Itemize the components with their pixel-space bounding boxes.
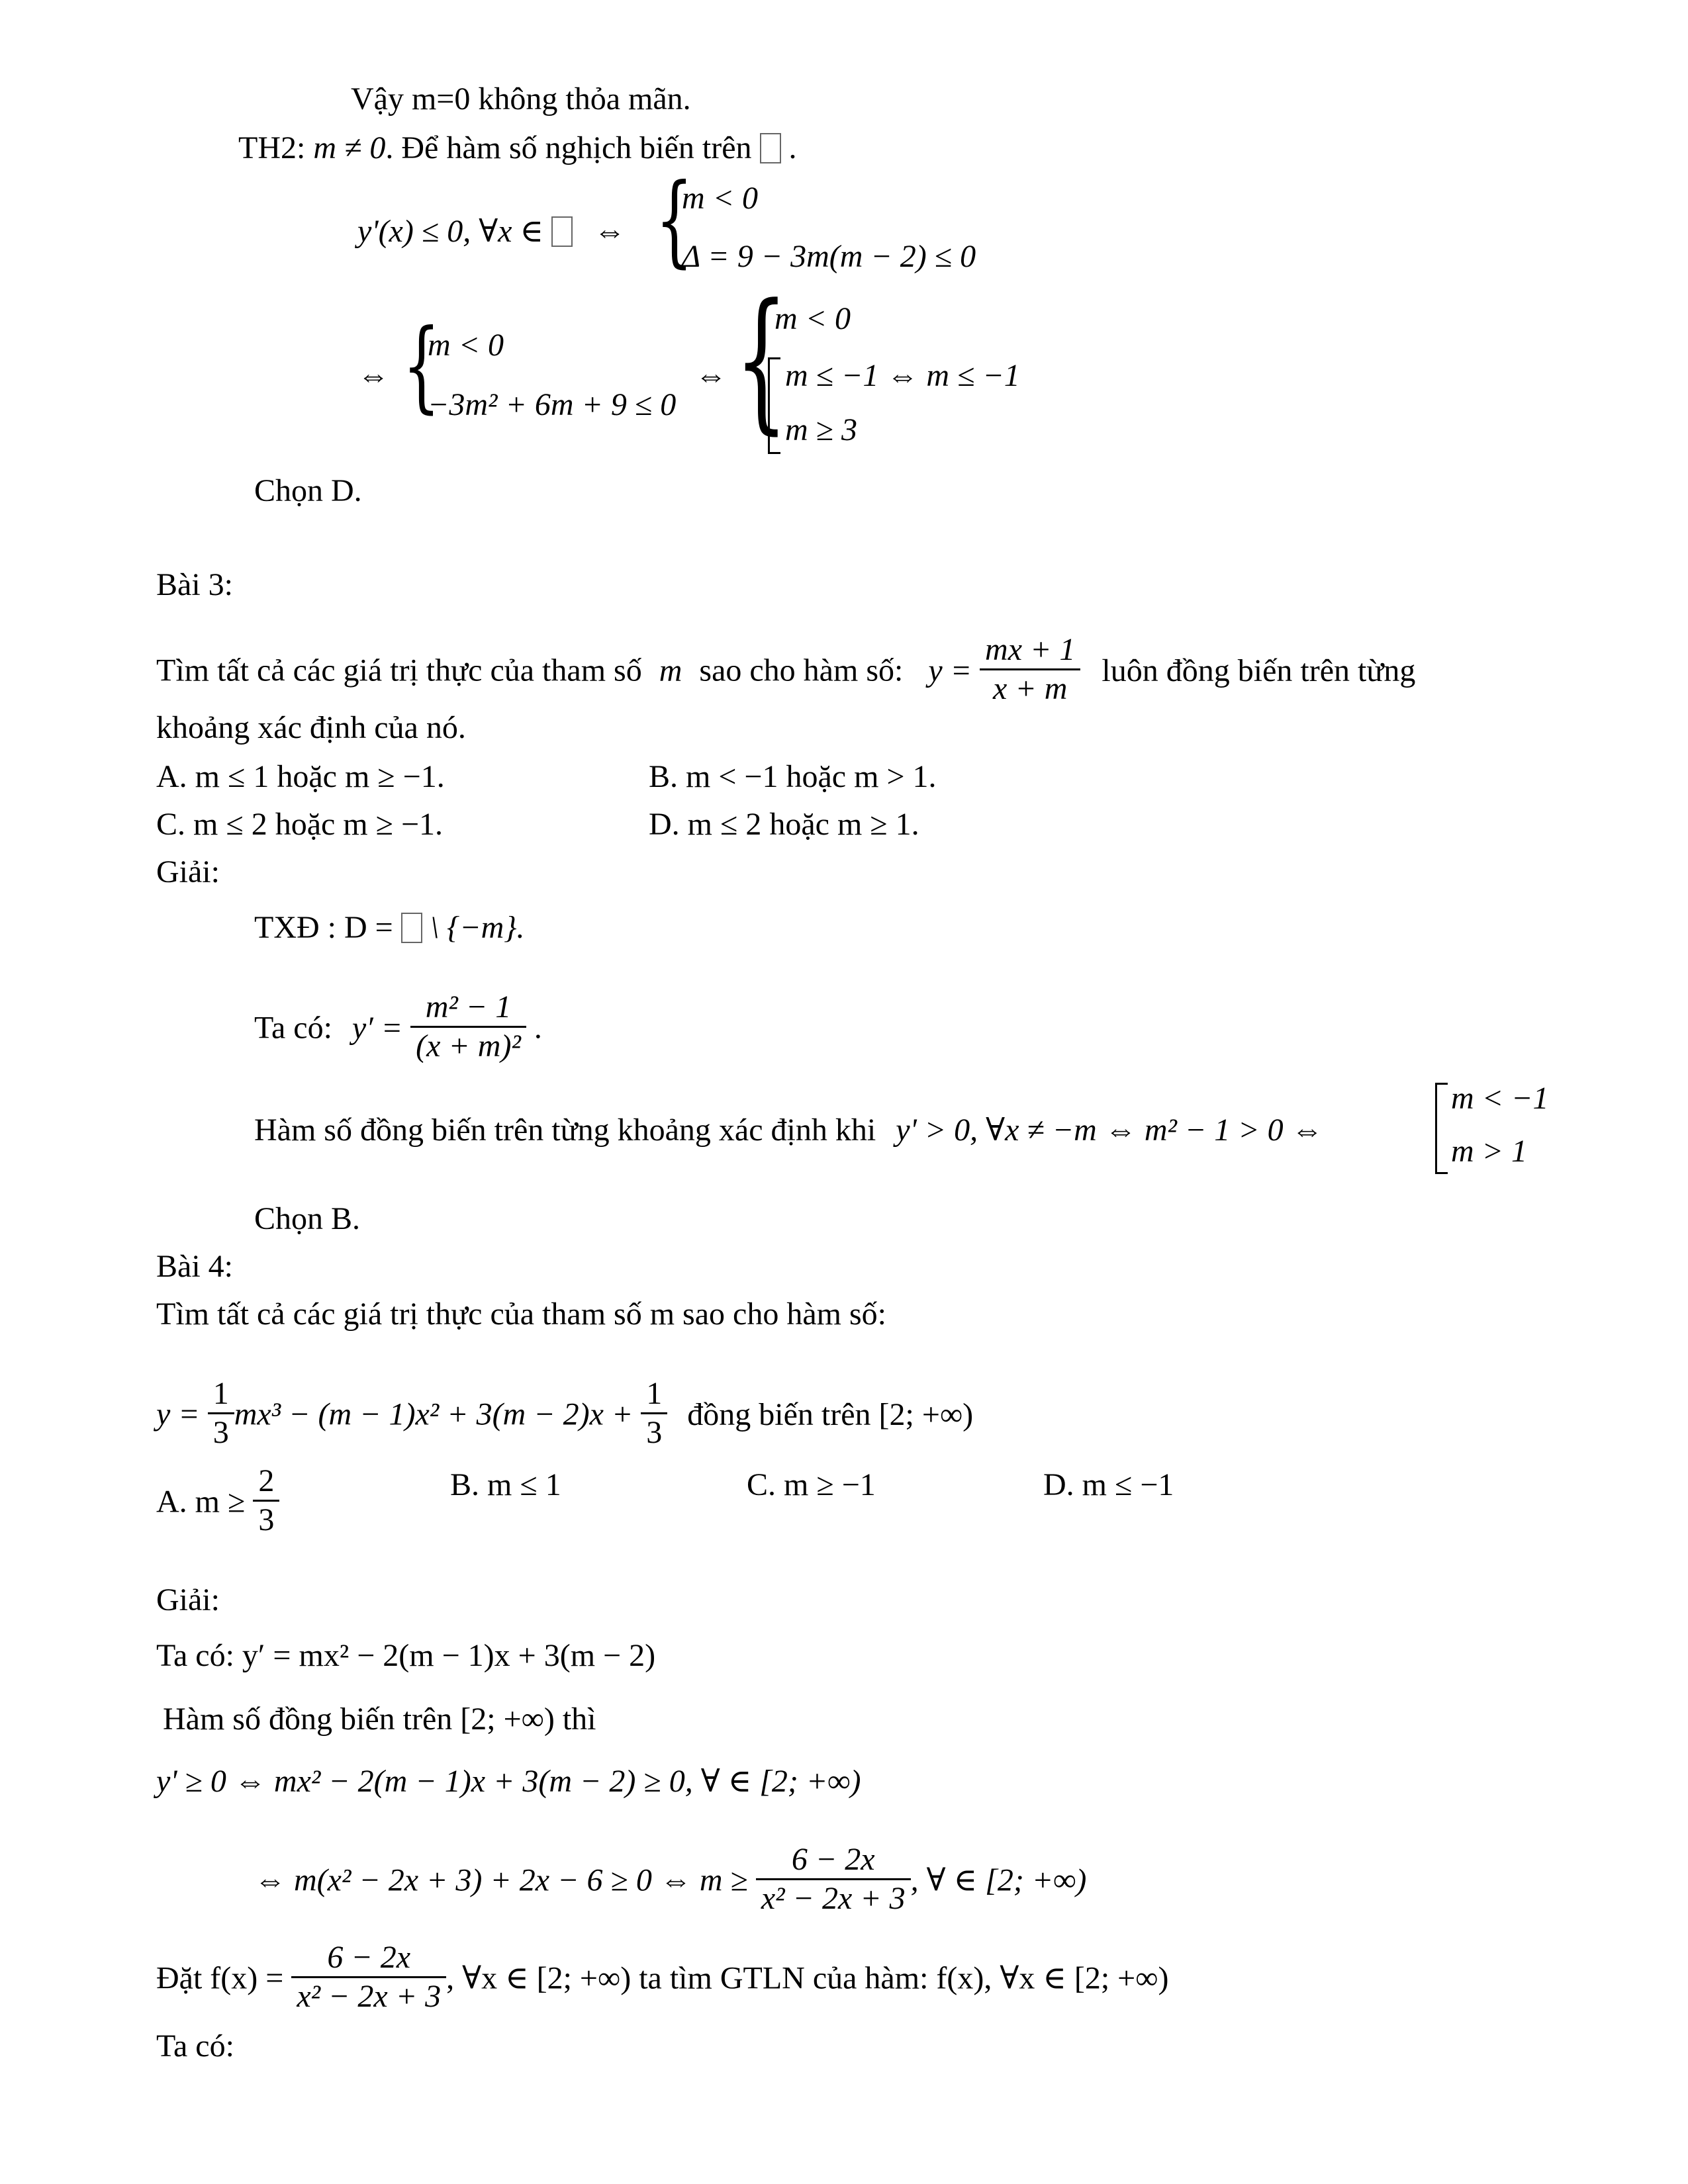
system-brace: { bbox=[655, 163, 694, 278]
bai3-question-line2: khoảng xác định của nó. bbox=[156, 710, 466, 745]
bai3-condition: Hàm số đồng biến trên từng khoảng xác định khi y' > 0, ∀x ≠ −m ⇔ m² − 1 > 0 ⇔ bbox=[254, 1113, 1323, 1148]
bai3-txd: TXĐ : D = \ {−m}. bbox=[254, 910, 525, 945]
answer-prev: Chọn D. bbox=[254, 473, 362, 508]
bai4-inequality-2: ⇔ m(x² − 2x + 3) + 2x − 6 ≥ 0 ⇔ m ≥ $\frac{6 - 2x}{\text{x² − 2x + 3}}$ , ∀ ∈ [2; +∞) bbox=[254, 1842, 1087, 1916]
union-bracket bbox=[768, 357, 780, 454]
bai4-derivative: Ta có: y′ = mx² − 2(m − 1)x + 3(m − 2) bbox=[156, 1638, 656, 1673]
system-brace: { bbox=[402, 308, 441, 424]
option-a-fraction: $\frac{2}{3}$ bbox=[253, 1463, 279, 1539]
bai4-condition: Hàm số đồng biến trên [2; +∞) thì bbox=[163, 1702, 596, 1737]
bai3-derivative-fraction: $\frac{\text{m² − 1}}{\text{(x + m)²}}$ bbox=[410, 989, 526, 1065]
sys3-line-c: m ≥ 3 bbox=[785, 412, 858, 447]
bai3-title: Bài 3: bbox=[156, 567, 233, 602]
sys2-line-b: −3m² + 6m + 9 ≤ 0 bbox=[428, 387, 677, 422]
bai3-option-a: A. m ≤ 1 hoặc m ≥ −1. bbox=[156, 759, 445, 794]
bai4-title: Bài 4: bbox=[156, 1249, 233, 1284]
bai3-solution-label: Giải: bbox=[156, 854, 220, 889]
sys1-line-a: m < 0 bbox=[682, 181, 759, 216]
bai3-case-b: m > 1 bbox=[1451, 1134, 1528, 1169]
bai4-definition: Đặt f(x) = $\frac{6 - 2x}{\text{x² − 2x + 3}}$ , ∀x ∈ [2; +∞) ta tìm GTLN của hàm: f(x), ∀x ∈ [2; +∞) bbox=[156, 1940, 1169, 2014]
reals-glyph-box bbox=[551, 216, 573, 247]
bai4-option-c: C. m ≥ −1 bbox=[747, 1467, 876, 1502]
bai3-fraction: $\frac{mx + 1}{x + m}$ bbox=[980, 631, 1080, 707]
iff-1: ⇔ bbox=[357, 358, 389, 393]
bai3-question: Tìm tất cả các giá trị thực của tham số m sao cho hàm số: y = $\frac{mx + 1}{x + m}$ luôn đồng biến trên từng bbox=[156, 632, 1416, 706]
iff-2: ⇔ bbox=[695, 358, 727, 393]
bai3-option-d: D. m ≤ 2 hoặc m ≥ 1. bbox=[649, 807, 919, 842]
bai3-derivative: Ta có: y′ = $\frac{\text{m² − 1}}{\text{(x + m)²}}$ . bbox=[254, 989, 542, 1064]
th2-label: TH2: bbox=[238, 130, 314, 165]
sys1-line-b: Δ = 9 − 3m(m − 2) ≤ 0 bbox=[682, 239, 976, 274]
union-bracket bbox=[1435, 1083, 1448, 1174]
reals-glyph-box bbox=[760, 133, 781, 163]
conclusion-text: Vậy m=0 không thỏa mãn. bbox=[351, 81, 691, 116]
th2-line: TH2: m ≠ 0. Để hàm số nghịch biến trên . bbox=[238, 130, 797, 165]
const-fraction: $\frac{1}{3}$ bbox=[641, 1375, 667, 1451]
system-brace: { bbox=[735, 272, 788, 449]
eq1-left: y'(x) ≤ 0, ∀x ∈ ⇔ bbox=[357, 214, 626, 249]
bai3-option-c: C. m ≤ 2 hoặc m ≥ −1. bbox=[156, 807, 444, 842]
bai4-taco-2: Ta có: bbox=[156, 2028, 234, 2064]
ineq2-fraction: $\frac{6 - 2x}{\text{x² − 2x + 3}}$ bbox=[756, 1841, 911, 1917]
definition-fraction: $\frac{6 - 2x}{\text{x² − 2x + 3}}$ bbox=[291, 1939, 446, 2015]
bai4-option-a: A. m ≥ $\frac{2}{3}$ bbox=[156, 1467, 279, 1543]
bai3-answer: Chọn B. bbox=[254, 1201, 361, 1236]
sys3-line-b: m ≤ −1 ⇔ m ≤ −1 bbox=[785, 358, 1020, 393]
bai4-solution-label: Giải: bbox=[156, 1582, 220, 1617]
coef-fraction: $\frac{1}{3}$ bbox=[208, 1375, 234, 1451]
bai4-function: y = $\frac{1}{3}$ mx³ − (m − 1)x² + 3(m − 2)x + $\frac{1}{3}$ đồng biến trên [2; +∞) bbox=[156, 1376, 974, 1450]
bai4-option-d: D. m ≤ −1 bbox=[1043, 1467, 1174, 1502]
bai4-option-b: B. m ≤ 1 bbox=[450, 1467, 561, 1502]
th2-text: . Để hàm số nghịch biến trên bbox=[385, 130, 752, 165]
bai3-case-a: m < −1 bbox=[1451, 1081, 1549, 1116]
bai3-option-b: B. m < −1 hoặc m > 1. bbox=[649, 759, 937, 794]
th2-condition: m ≠ 0 bbox=[313, 130, 386, 165]
sys2-line-a: m < 0 bbox=[428, 328, 504, 363]
bai4-inequality-1: y' ≥ 0 ⇔ mx² − 2(m − 1)x + 3(m − 2) ≥ 0, ∀ ∈ [2; +∞) bbox=[156, 1764, 861, 1799]
reals-glyph-box bbox=[401, 913, 422, 943]
bai4-question: Tìm tất cả các giá trị thực của tham số m sao cho hàm số: bbox=[156, 1297, 886, 1332]
sys3-line-a: m < 0 bbox=[774, 301, 851, 336]
